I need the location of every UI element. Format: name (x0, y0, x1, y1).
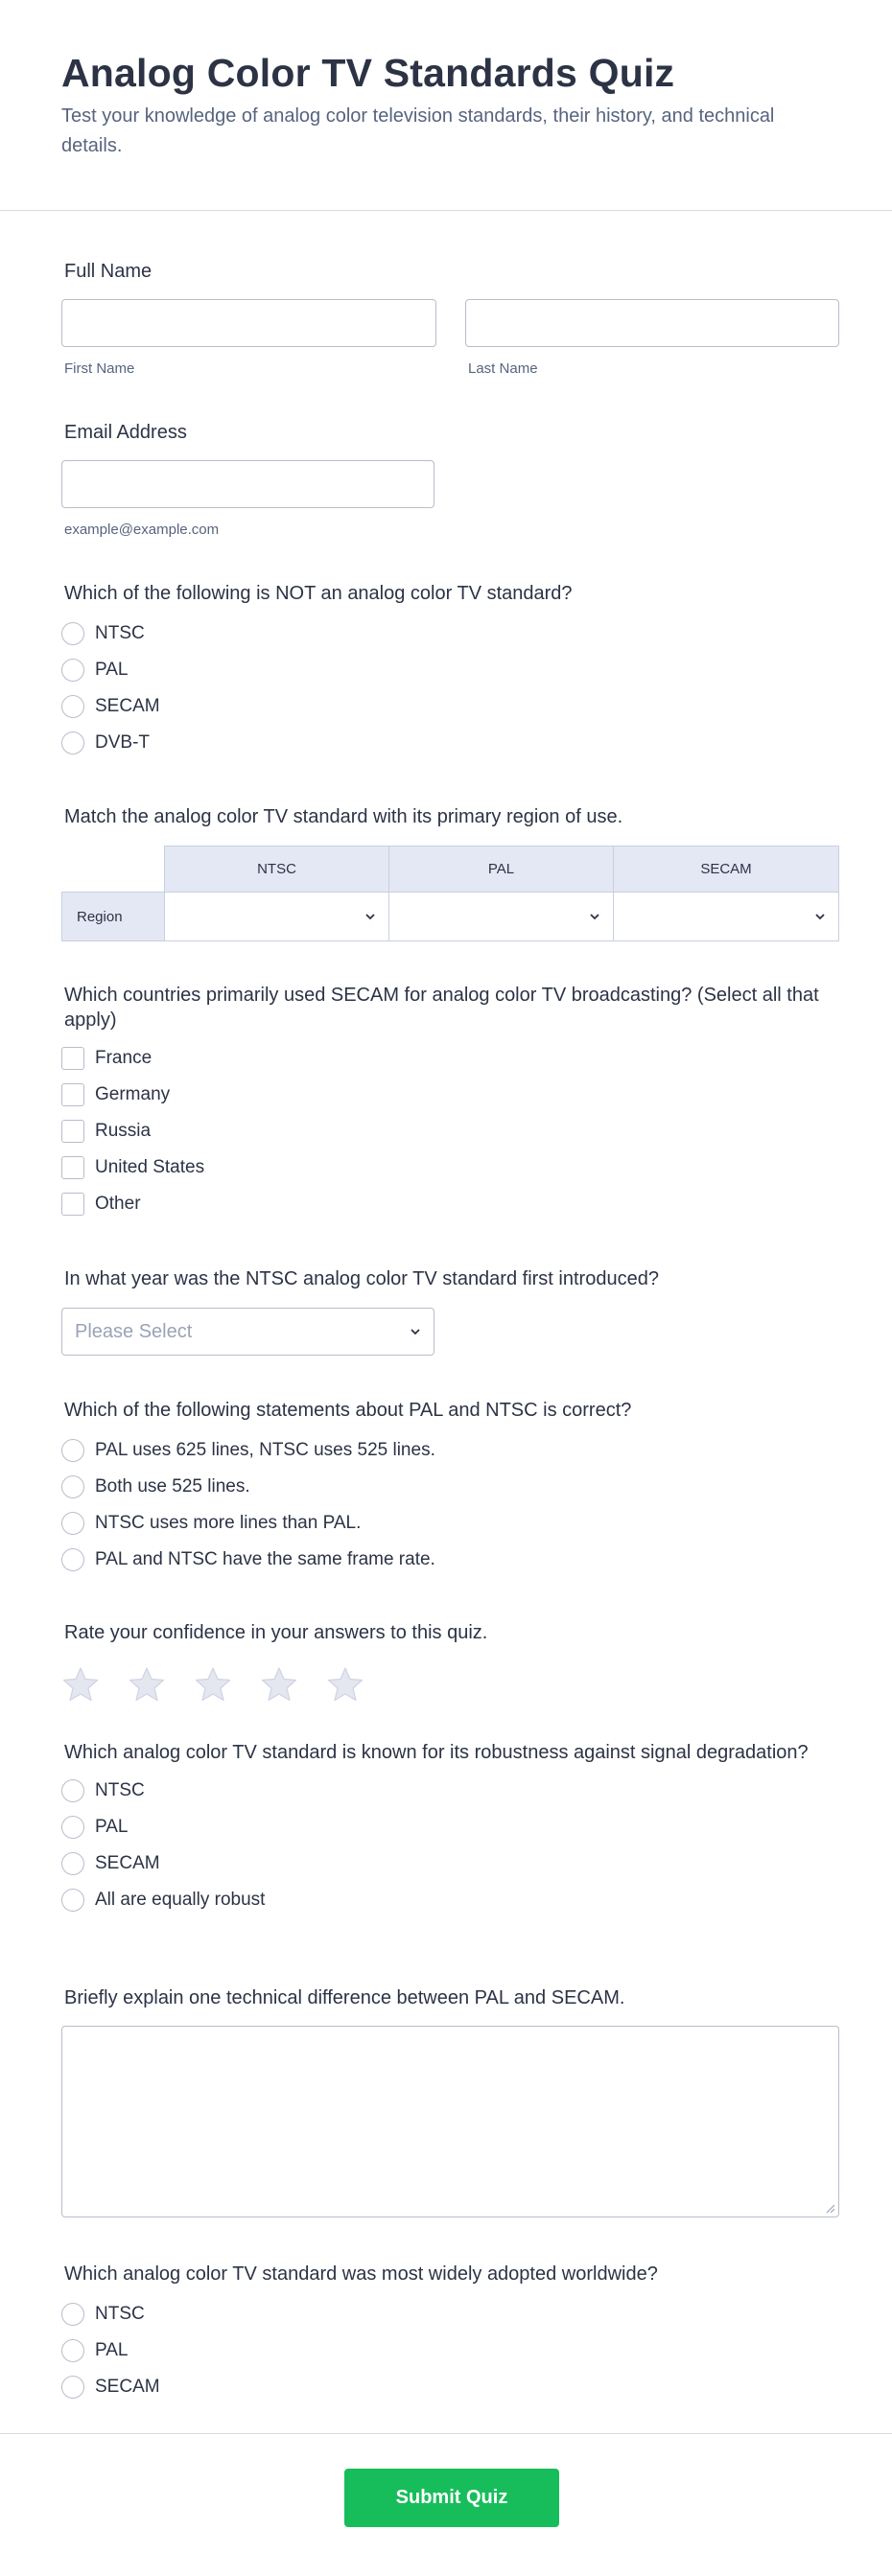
checkbox[interactable] (61, 1193, 84, 1216)
star-icon[interactable] (260, 1665, 298, 1704)
page-title: Analog Color TV Standards Quiz (61, 51, 675, 95)
radio-button[interactable] (61, 1816, 84, 1839)
option-label: SECAM (95, 1853, 160, 1873)
star-icon[interactable] (128, 1665, 166, 1704)
radio-option[interactable] (61, 1542, 839, 1578)
option-label: Both use 525 lines. (95, 1476, 250, 1497)
full-name-label: Full Name (64, 261, 153, 282)
matrix-column-header: PAL (388, 846, 614, 893)
question-7 (61, 1740, 839, 1918)
question-1-options (61, 615, 839, 761)
radio-button[interactable] (61, 695, 84, 718)
radio-option[interactable] (61, 1505, 839, 1542)
checkbox-option[interactable] (61, 1186, 839, 1222)
radio-button[interactable] (61, 1779, 84, 1802)
question-3 (61, 983, 839, 1222)
checkbox-option[interactable] (61, 1149, 839, 1186)
radio-option[interactable] (61, 1845, 839, 1882)
star-icon[interactable] (61, 1665, 100, 1704)
question-5-options (61, 1432, 839, 1578)
option-label: NTSC (95, 1780, 145, 1800)
first-name-sublabel: First Name (64, 360, 135, 377)
question-4 (61, 1266, 839, 1291)
matrix-row-label: Region (61, 892, 165, 941)
explanation-textarea[interactable] (61, 2026, 839, 2217)
resize-handle-icon[interactable] (825, 2203, 835, 2214)
question-6 (61, 1620, 839, 1704)
radio-option[interactable] (61, 1882, 839, 1918)
option-label: SECAM (95, 2377, 160, 2397)
radio-button[interactable] (61, 1548, 84, 1571)
checkbox[interactable] (61, 1156, 84, 1179)
year-select[interactable] (61, 1308, 434, 1356)
option-label: PAL (95, 1817, 129, 1837)
checkbox[interactable] (61, 1047, 84, 1070)
checkbox-option[interactable] (61, 1113, 839, 1149)
option-label: SECAM (95, 696, 160, 716)
matrix-select-ntsc[interactable] (164, 892, 389, 941)
submit-button[interactable]: Submit Quiz (344, 2469, 559, 2527)
radio-button[interactable] (61, 2303, 84, 2326)
option-label: PAL (95, 2340, 129, 2360)
question-5-label: Which of the following statements about PAL and NTSC is correct? (64, 1400, 632, 1421)
question-2-label: Match the analog color TV standard with its primary region of use. (64, 806, 623, 827)
email-label: Email Address (64, 422, 187, 443)
question-7-options (61, 1773, 839, 1918)
star-icon[interactable] (326, 1665, 364, 1704)
full-name-field (61, 259, 839, 284)
email-field (61, 420, 839, 445)
matrix-select-secam[interactable] (613, 892, 839, 941)
matrix-select-pal[interactable] (388, 892, 614, 941)
option-label: Other (95, 1194, 141, 1214)
email-input[interactable] (61, 460, 434, 508)
radio-option[interactable] (61, 2296, 839, 2332)
question-4-label: In what year was the NTSC analog color TV standard first introduced? (64, 1268, 659, 1289)
question-1 (61, 581, 839, 761)
radio-button[interactable] (61, 1852, 84, 1875)
radio-option[interactable] (61, 1773, 839, 1809)
radio-button[interactable] (61, 1889, 84, 1912)
checkbox[interactable] (61, 1083, 84, 1106)
last-name-sublabel: Last Name (468, 360, 538, 377)
question-8 (61, 1985, 839, 2010)
option-label: NTSC (95, 2304, 145, 2324)
option-label: NTSC uses more lines than PAL. (95, 1513, 362, 1533)
radio-button[interactable] (61, 1475, 84, 1498)
chevron-down-icon (588, 910, 601, 923)
option-label: United States (95, 1157, 205, 1177)
radio-option[interactable] (61, 2332, 839, 2369)
radio-button[interactable] (61, 659, 84, 682)
option-label: PAL (95, 660, 129, 680)
option-label: Germany (95, 1084, 171, 1104)
checkbox-option[interactable] (61, 1040, 839, 1077)
radio-button[interactable] (61, 731, 84, 754)
page-subtitle: Test your knowledge of analog color television standards, their history, and technical details. (61, 105, 775, 156)
last-name-input[interactable] (465, 299, 839, 347)
question-3-options (61, 1040, 839, 1222)
question-9 (61, 2262, 839, 2405)
radio-button[interactable] (61, 1512, 84, 1535)
star-rating (61, 1665, 839, 1704)
question-6-label: Rate your confidence in your answers to this quiz. (64, 1622, 488, 1643)
matrix-column-header: SECAM (613, 846, 839, 893)
radio-option[interactable] (61, 688, 839, 725)
year-select-placeholder: Please Select (75, 1320, 193, 1342)
option-label: Russia (95, 1121, 152, 1141)
star-icon[interactable] (194, 1665, 232, 1704)
question-1-label: Which of the following is NOT an analog color TV standard? (64, 583, 573, 604)
radio-button[interactable] (61, 622, 84, 645)
email-sublabel: example@example.com (64, 522, 220, 538)
chevron-down-icon (364, 910, 377, 923)
checkbox-option[interactable] (61, 1077, 839, 1113)
matrix-column-header: NTSC (164, 846, 389, 893)
radio-option[interactable] (61, 2369, 839, 2405)
radio-option[interactable] (61, 652, 839, 688)
radio-button[interactable] (61, 1439, 84, 1462)
option-label: France (95, 1048, 153, 1068)
radio-option[interactable] (61, 615, 839, 652)
radio-option[interactable] (61, 725, 839, 761)
question-5 (61, 1398, 839, 1578)
question-3-label: Which countries primarily used SECAM for analog color TV broadcasting? (Select all that apply) (64, 985, 819, 1031)
radio-option[interactable] (61, 1809, 839, 1845)
option-label: NTSC (95, 623, 145, 643)
radio-option[interactable] (61, 1432, 839, 1469)
radio-button[interactable] (61, 2376, 84, 2399)
question-2 (61, 804, 839, 829)
question-9-options (61, 2296, 839, 2405)
first-name-input[interactable] (61, 299, 436, 347)
radio-option[interactable] (61, 1469, 839, 1505)
question-8-label: Briefly explain one technical difference between PAL and SECAM. (64, 1987, 625, 2008)
question-9-label: Which analog color TV standard was most widely adopted worldwide? (64, 2263, 658, 2285)
option-label: DVB-T (95, 732, 150, 753)
option-label: PAL uses 625 lines, NTSC uses 525 lines. (95, 1440, 435, 1460)
chevron-down-icon (409, 1325, 422, 1338)
option-label: PAL and NTSC have the same frame rate. (95, 1549, 435, 1569)
radio-button[interactable] (61, 2339, 84, 2362)
checkbox[interactable] (61, 1120, 84, 1143)
chevron-down-icon (813, 910, 827, 923)
form-header (0, 0, 892, 211)
question-7-label: Which analog color TV standard is known for its robustness against signal degradation? (64, 1742, 809, 1763)
option-label: All are equally robust (95, 1890, 266, 1910)
